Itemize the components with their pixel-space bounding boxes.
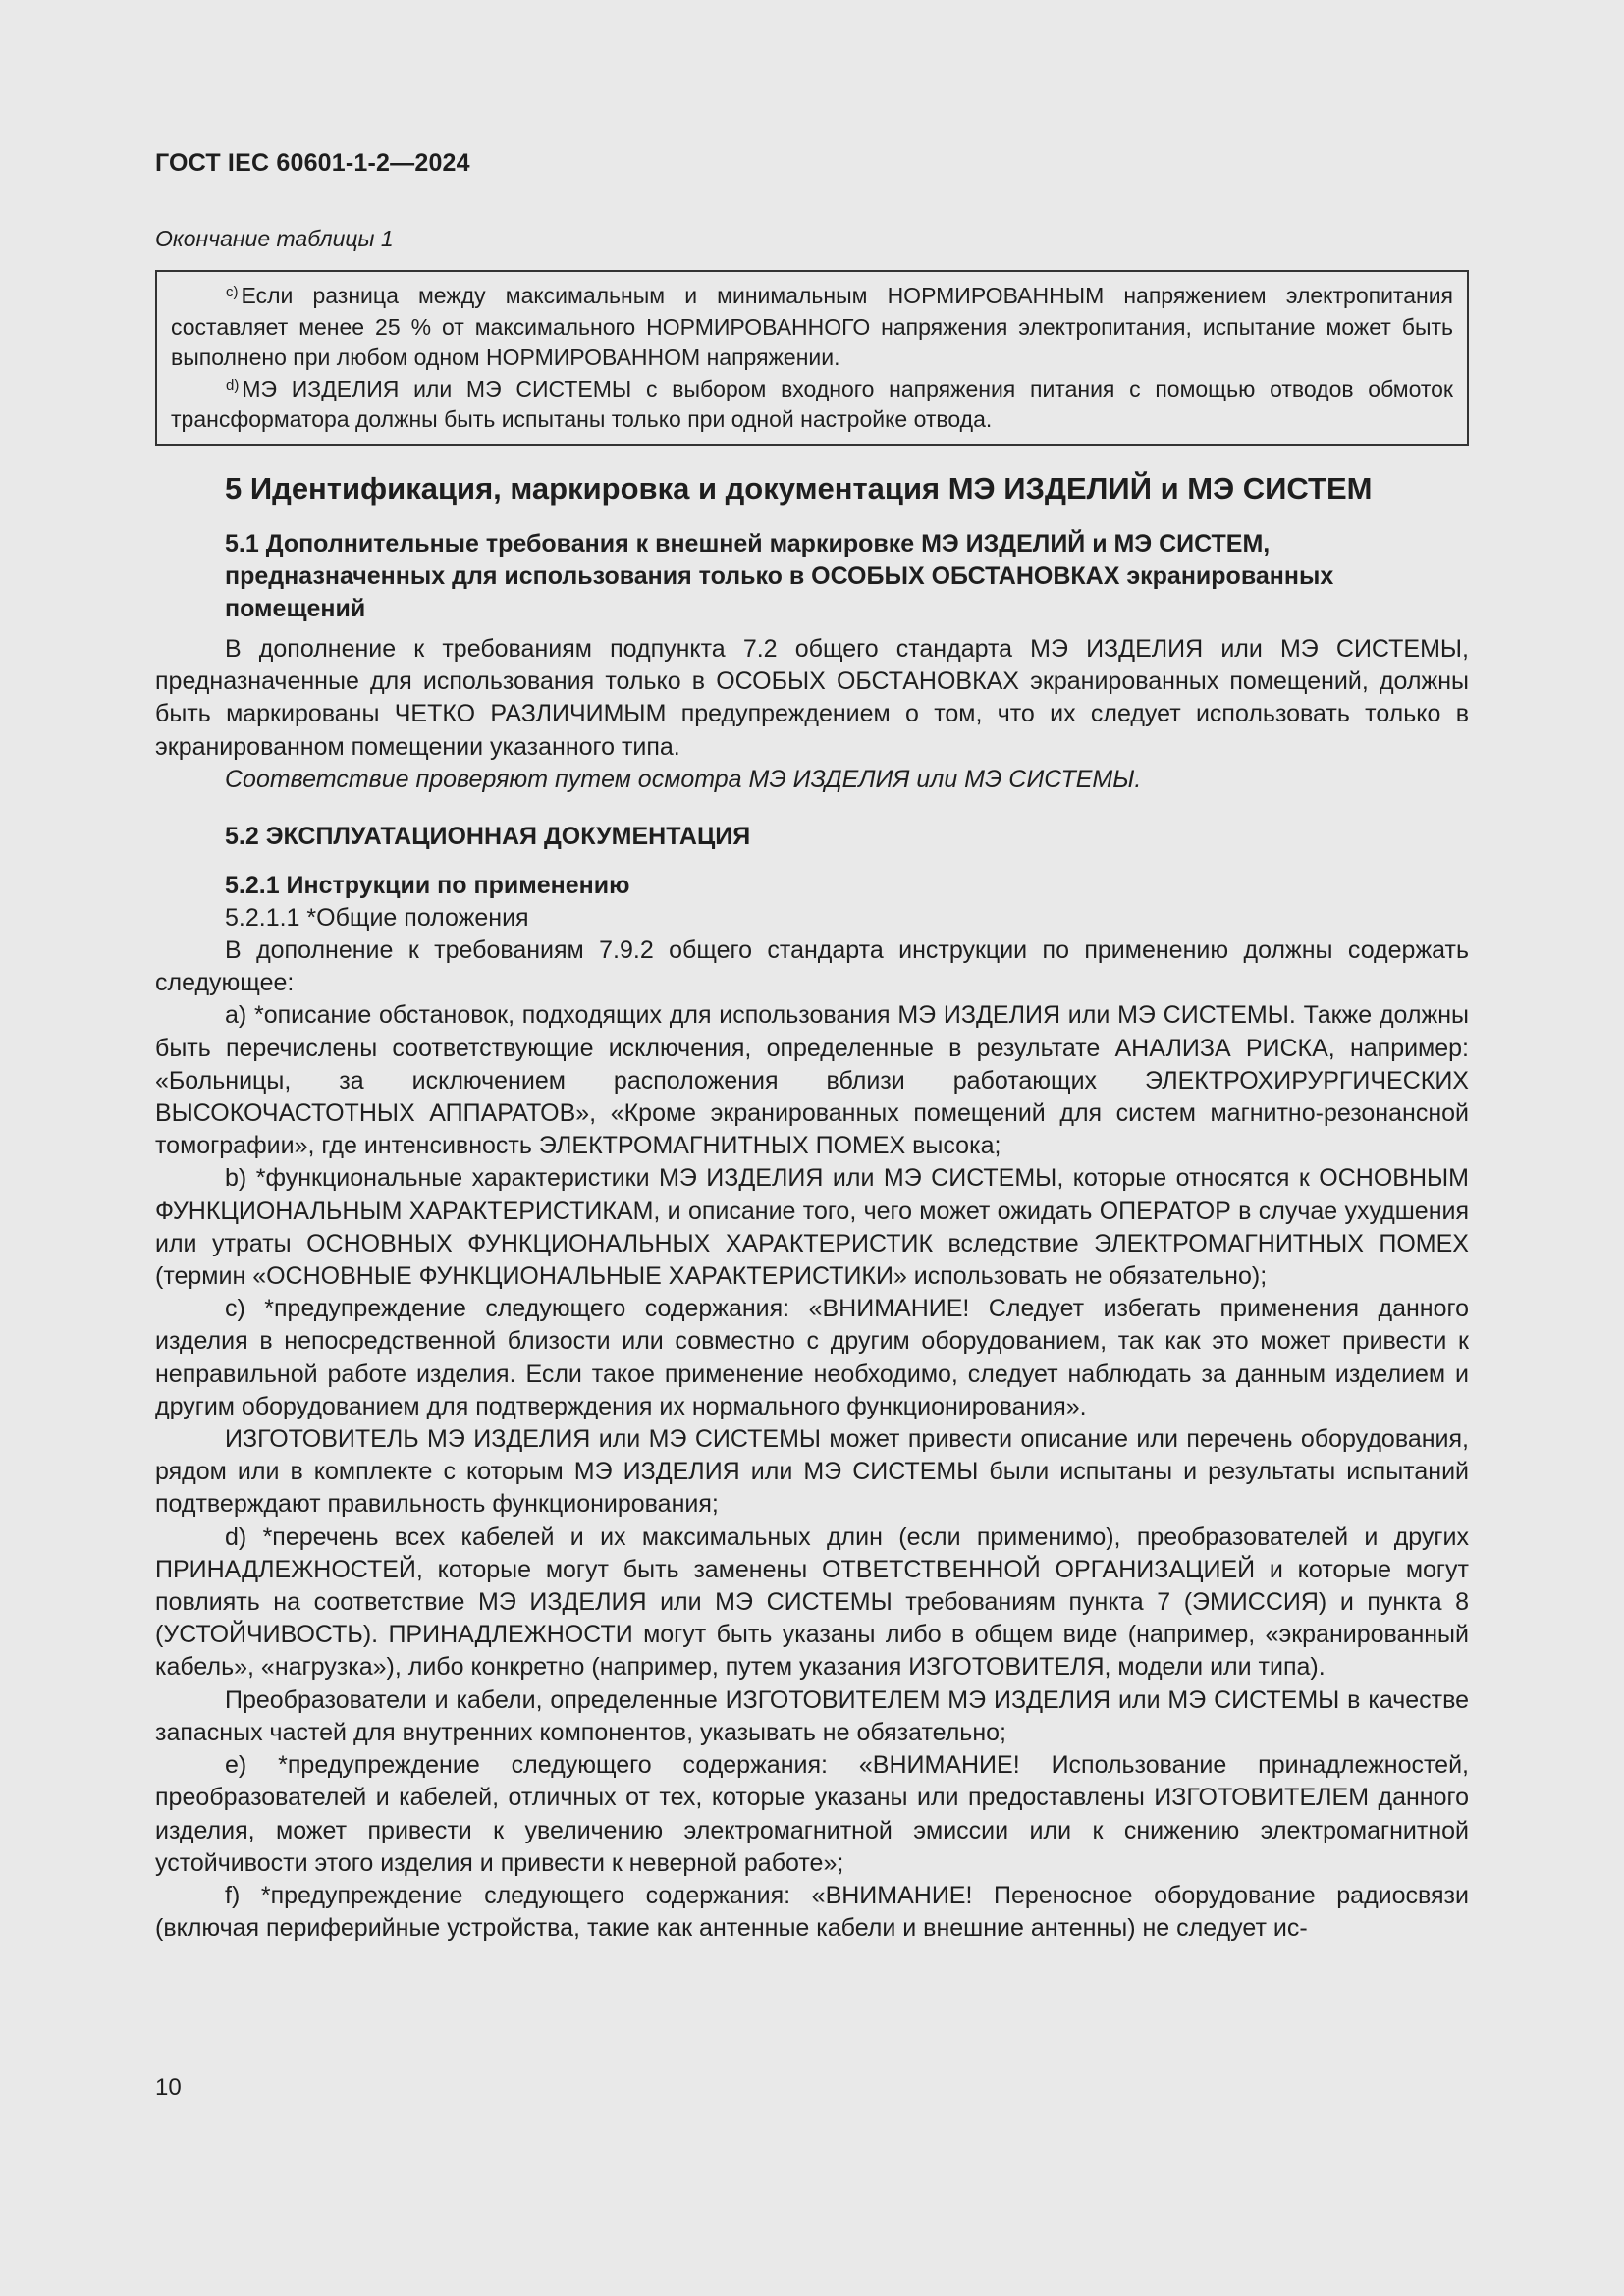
main-content (155, 471, 1469, 1945)
footnote-text: МЭ ИЗДЕЛИЯ или МЭ СИСТЕМЫ с выбором входного напряжения питания с помощью отводов обмоток трансформатора должны быть испытаны только при одной настройке отвода. (171, 375, 1453, 432)
footnote-c (171, 281, 1453, 374)
standard-designation: ГОСТ IEC 60601-1-2—2024 (155, 149, 470, 177)
list-item-c: c) *предупреждение следующего содержания: «ВНИМАНИЕ! Следует избегать применения данного изделия в непосредственной близости или совместно с другим оборудованием, так как это может привести к неправильной работе изделия. Если такое применение необходимо, следует наблюдать за данным изделием и другим оборудованием для подтверждения их нормального функционирования». (155, 1295, 1469, 1420)
footnote-d (171, 374, 1453, 436)
list-item-e: e) *предупреждение следующего содержания: «ВНИМАНИЕ! Использование принадлежностей, преобразователей и кабелей, отличных от тех, которые указаны или предоставлены ИЗГОТОВИТЕЛЕМ данного изделия, может привести к увеличению электромагнитной эмиссии или к снижению электромагнитной устойчивости этого изделия и привести к неверной работе»; (155, 1751, 1469, 1877)
paragraph: ИЗГОТОВИТЕЛЬ МЭ ИЗДЕЛИЯ или МЭ СИСТЕМЫ может привести описание или перечень оборудования, рядом или в комплекте с которым МЭ ИЗДЕЛИЯ или МЭ СИСТЕМЫ были испытаны и результаты испытаний подтверждают правильность функционирования; (155, 1425, 1469, 1519)
list-item-a: a) *описание обстановок, подходящих для использования МЭ ИЗДЕЛИЯ или МЭ СИСТЕМЫ. Также должны быть перечислены соответствующие исключения, определенные в результате АНАЛИЗА РИСКА, например: «Больницы, за исключением расположения вблизи работающих ЭЛЕКТРОХИРУРГИЧЕСКИХ ВЫСОКОЧАСТОТНЫХ АППАРАТОВ», «Кроме экранированных помещений для систем магнитно-резонансной томографии», где интенсивность ЭЛЕКТРОМАГНИТНЫХ ПОМЕХ высока; (155, 1001, 1469, 1160)
footnote-text: Если разница между максимальным и минимальным НОРМИРОВАННЫМ напряжением электропитания составляет менее 25 % от максимального НОРМИРОВАННОГО напряжения электропитания, испытание может быть выполнено при любом одном НОРМИРОВАННОМ напряжении. (171, 283, 1453, 370)
table-footnotes-box (155, 270, 1469, 446)
list-item-b: b) *функциональные характеристики МЭ ИЗДЕЛИЯ или МЭ СИСТЕМЫ, которые относятся к ОСНОВНЫМ ФУНКЦИОНАЛЬНЫМ ХАРАКТЕРИСТИКАМ, и описание того, чего может ожидать ОПЕРАТОР в случае ухудшения или утраты ОСНОВНЫХ ФУНКЦИОНАЛЬНЫХ ХАРАКТЕРИСТИК вследствие ЭЛЕКТРОМАГНИТНЫХ ПОМЕХ (термин «ОСНОВНЫЕ ФУНКЦИОНАЛЬНЫЕ ХАРАКТЕРИСТИКИ» использовать не обязательно); (155, 1164, 1469, 1291)
paragraph: В дополнение к требованиям подпункта 7.2 общего стандарта МЭ ИЗДЕЛИЯ или МЭ СИСТЕМЫ, предназначенные для использования только в ОСОБЫХ ОБСТАНОВКАХ экранированных помещений, должны быть маркированы ЧЕТКО РАЗЛИЧИМЫМ предупреждением о том, что их следует использовать только в экранированном помещении указанного типа. (155, 635, 1469, 761)
section-5-2-1-1-heading: 5.2.1.1 *Общие положения (225, 904, 529, 933)
footnote-mark: c) (226, 284, 239, 300)
list-item-f: f) *предупреждение следующего содержания: «ВНИМАНИЕ! Переносное оборудование радиосвязи (включая периферийные устройства, такие как антенные кабели и внешние антенны) не следует ис- (155, 1881, 1469, 1943)
section-5-2-1-heading: 5.2.1 Инструкции по применению (225, 872, 630, 900)
section-5-2-heading: 5.2 ЭКСПЛУАТАЦИОННАЯ ДОКУМЕНТАЦИЯ (225, 823, 751, 851)
section-5-heading: 5 Идентификация, маркировка и документация МЭ ИЗДЕЛИЙ и МЭ СИСТЕМ (225, 471, 1373, 506)
footnote-mark: d) (226, 376, 240, 394)
paragraph: В дополнение к требованиям 7.9.2 общего стандарта инструкции по применению должны содержать следующее: (155, 936, 1469, 997)
page-number: 10 (155, 2074, 182, 2101)
list-item-d: d) *перечень всех кабелей и их максимальных длин (если применимо), преобразователей и других ПРИНАДЛЕЖНОСТЕЙ, которые могут быть заменены ОТВЕТСТВЕННОЙ ОРГАНИЗАЦИЕЙ и которые могут повлиять на соответствие МЭ ИЗДЕЛИЯ или МЭ СИСТЕМЫ требованиям пункта 7 (ЭМИССИЯ) и пункта 8 (УСТОЙЧИВОСТЬ). ПРИНАДЛЕЖНОСТИ могут быть указаны либо в общем виде (например, «экранированный кабель», «нагрузка»), либо конкретно (например, путем указания ИЗГОТОВИТЕЛЯ, модели или типа). (155, 1522, 1469, 1682)
section-5-1-heading: 5.1 Дополнительные требования к внешней маркировке МЭ ИЗДЕЛИЙ и МЭ СИСТЕМ, предназначенных для использования только в ОСОБЫХ ОБСТАНОВКАХ экранированных помещений (225, 530, 1334, 622)
paragraph: Преобразователи и кабели, определенные ИЗГОТОВИТЕЛЕМ МЭ ИЗДЕЛИЯ или МЭ СИСТЕМЫ в качестве запасных частей для внутренних компонентов, указывать не обязательно; (155, 1685, 1469, 1746)
compliance-statement: Соответствие проверяют путем осмотра МЭ ИЗДЕЛИЯ или МЭ СИСТЕМЫ. (225, 765, 1142, 793)
table-continuation-title: Окончание таблицы 1 (155, 226, 394, 251)
